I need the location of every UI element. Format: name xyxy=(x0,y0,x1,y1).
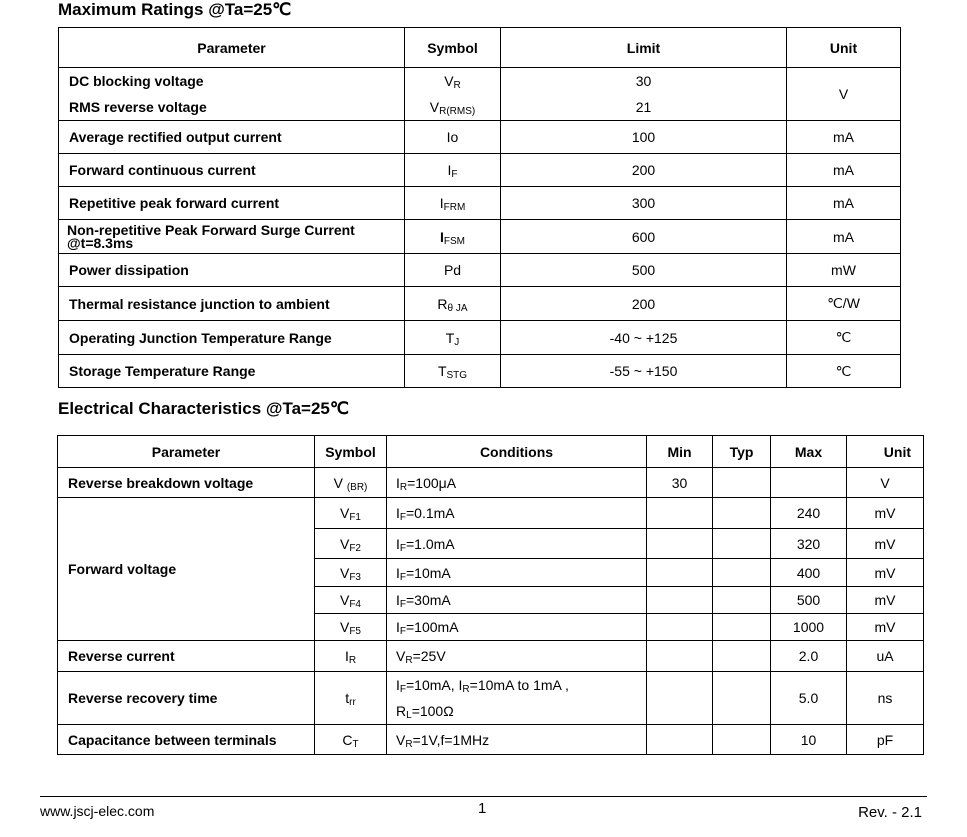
electrical-characteristics-title: Electrical Characteristics @Ta=25℃ xyxy=(58,399,349,418)
table-row xyxy=(59,254,901,287)
typ-value xyxy=(713,529,771,559)
symbol-vf1: $V_{F1}$ xyxy=(315,498,387,529)
typ-value xyxy=(713,559,771,587)
table-header-row xyxy=(59,28,901,68)
table-row xyxy=(58,468,924,498)
min-value: 30 xyxy=(647,468,713,498)
symbol-pd: Pd xyxy=(405,254,501,287)
limit-value: 30 xyxy=(635,73,652,89)
typ-value xyxy=(713,614,771,641)
table-row xyxy=(59,154,901,187)
param-label: Capacitance between terminals xyxy=(58,725,315,755)
unit-value: V xyxy=(787,68,901,121)
header-symbol: Symbol xyxy=(405,28,501,68)
header-unit: Unit xyxy=(847,436,924,468)
limit-value: 200 xyxy=(501,154,787,187)
symbol-if: $I_F$ xyxy=(405,154,501,187)
param-label: Storage Temperature Range xyxy=(59,355,405,388)
symbol-io: Io xyxy=(405,121,501,154)
table-row xyxy=(58,641,924,672)
symbol-rthja: $R_{\theta JA}$ xyxy=(405,287,501,321)
param-label: Operating Junction Temperature Range xyxy=(59,321,405,355)
symbol-vf4: $V_{F4}$ xyxy=(315,587,387,614)
unit-value: ns xyxy=(847,672,924,725)
max-value: 10 xyxy=(771,725,847,755)
unit-value: pF xyxy=(847,725,924,755)
unit-value: ℃ xyxy=(787,321,901,355)
min-value xyxy=(647,672,713,725)
unit-value: mA xyxy=(787,187,901,220)
typ-value xyxy=(713,498,771,529)
max-value: 5.0 xyxy=(771,672,847,725)
condition-text: $V_R=25V$ xyxy=(387,641,647,672)
max-value: 400 xyxy=(771,559,847,587)
max-value: 500 xyxy=(771,587,847,614)
table-row xyxy=(58,498,924,529)
min-value xyxy=(647,529,713,559)
unit-value: V xyxy=(847,468,924,498)
symbol-tj: $T_J$ xyxy=(405,321,501,355)
table-row xyxy=(59,68,901,121)
max-value: 1000 xyxy=(771,614,847,641)
limit-value: 600 xyxy=(501,220,787,254)
condition-text: $I_F=30mA$ xyxy=(387,587,647,614)
limit-value: 500 xyxy=(501,254,787,287)
param-label: Thermal resistance junction to ambient xyxy=(59,287,405,321)
param-label-condition: @t=8.3ms xyxy=(67,234,134,251)
typ-value xyxy=(713,587,771,614)
unit-value: mV xyxy=(847,587,924,614)
symbol-vr: $V_R$ xyxy=(444,73,461,91)
param-forward-voltage: Forward voltage xyxy=(58,498,315,641)
min-value xyxy=(647,587,713,614)
symbol-vf2: $V_{F2}$ xyxy=(315,529,387,559)
unit-value: mW xyxy=(787,254,901,287)
min-value xyxy=(647,498,713,529)
unit-value: ℃ xyxy=(787,355,901,388)
condition-text: $I_F=1.0mA$ xyxy=(387,529,647,559)
unit-value: mA xyxy=(787,220,901,254)
symbol-ifsm: $I_{FSM}$ xyxy=(405,220,501,254)
table-header-row xyxy=(58,436,924,468)
param-label: Non-repetitive Peak Forward Surge Current xyxy=(67,221,355,238)
unit-value: mV xyxy=(847,529,924,559)
table-row xyxy=(58,672,924,725)
electrical-characteristics-table xyxy=(57,435,924,755)
param-label: Repetitive peak forward current xyxy=(59,187,405,220)
header-conditions: Conditions xyxy=(387,436,647,468)
symbol-ir: $I_R$ xyxy=(315,641,387,672)
header-parameter: Parameter xyxy=(58,436,315,468)
condition-text: $I_R=100\mu A$ xyxy=(387,468,647,498)
min-value xyxy=(647,725,713,755)
symbol-ifrm: $I_{FRM}$ xyxy=(405,187,501,220)
param-label: Forward continuous current xyxy=(59,154,405,187)
condition-text: $I_F=100mA$ xyxy=(387,614,647,641)
typ-value xyxy=(713,725,771,755)
unit-value: mA xyxy=(787,154,901,187)
limit-value: -40 ~ +125 xyxy=(501,321,787,355)
typ-value xyxy=(713,641,771,672)
unit-value: mV xyxy=(847,498,924,529)
table-row xyxy=(59,121,901,154)
symbol-tstg: $T_{STG}$ xyxy=(405,355,501,388)
symbol-trr: $t_{rr}$ xyxy=(315,672,387,725)
limit-value: 300 xyxy=(501,187,787,220)
footer-website: www.jscj-elec.com xyxy=(40,803,155,819)
param-label: Reverse current xyxy=(58,641,315,672)
min-value xyxy=(647,641,713,672)
unit-value: mA xyxy=(787,121,901,154)
condition-text: $I_F=0.1mA$ xyxy=(387,498,647,529)
param-label: Average rectified output current xyxy=(59,121,405,154)
param-dc-blocking: DC blocking voltage xyxy=(69,73,204,89)
param-rms-reverse: RMS reverse voltage xyxy=(69,99,207,115)
typ-value xyxy=(713,672,771,725)
header-typ: Typ xyxy=(713,436,771,468)
symbol-vf5: $V_{F5}$ xyxy=(315,614,387,641)
table-row xyxy=(59,187,901,220)
table-row xyxy=(58,725,924,755)
symbol-vrrms: $V_{R(RMS)}$ xyxy=(429,99,476,117)
table-row xyxy=(59,321,901,355)
symbol-ct: $C_T$ xyxy=(315,725,387,755)
table-row xyxy=(59,220,901,254)
symbol-vf3: $V_{F3}$ xyxy=(315,559,387,587)
typ-value xyxy=(713,468,771,498)
param-label: Power dissipation xyxy=(59,254,405,287)
footer-revision: Rev. - 2.1 xyxy=(858,804,922,821)
max-value: 240 xyxy=(771,498,847,529)
unit-value: ℃/W xyxy=(787,287,901,321)
unit-value: mV xyxy=(847,559,924,587)
footer-page-number: 1 xyxy=(478,800,487,817)
maximum-ratings-table xyxy=(58,27,901,388)
limit-value: 21 xyxy=(635,99,652,115)
header-unit: Unit xyxy=(787,28,901,68)
unit-value: uA xyxy=(847,641,924,672)
condition-text: $I_F=10mA$, $I_R=10mA$ to 1mA , xyxy=(396,677,569,695)
limit-value: -55 ~ +150 xyxy=(501,355,787,388)
condition-text: $I_F=10mA$ xyxy=(387,559,647,587)
symbol-vbr: V $_{(BR)}$ xyxy=(315,468,387,498)
max-value: 2.0 xyxy=(771,641,847,672)
min-value xyxy=(647,614,713,641)
limit-value: 100 xyxy=(501,121,787,154)
max-value xyxy=(771,468,847,498)
max-value: 320 xyxy=(771,529,847,559)
header-parameter: Parameter xyxy=(59,28,405,68)
condition-text: $V_R=1V,f=1MHz$ xyxy=(387,725,647,755)
min-value xyxy=(647,559,713,587)
limit-value: 200 xyxy=(501,287,787,321)
unit-value: mV xyxy=(847,614,924,641)
condition-text: $R_L=100\Omega$ xyxy=(396,703,454,721)
maximum-ratings-title: Maximum Ratings @Ta=25℃ xyxy=(58,0,292,19)
footer-divider xyxy=(40,796,927,797)
table-row xyxy=(59,355,901,388)
header-limit: Limit xyxy=(501,28,787,68)
header-min: Min xyxy=(647,436,713,468)
header-max: Max xyxy=(771,436,847,468)
header-symbol: Symbol xyxy=(315,436,387,468)
param-label: Reverse recovery time xyxy=(58,672,315,725)
table-row xyxy=(59,287,901,321)
param-label: Reverse breakdown voltage xyxy=(58,468,315,498)
